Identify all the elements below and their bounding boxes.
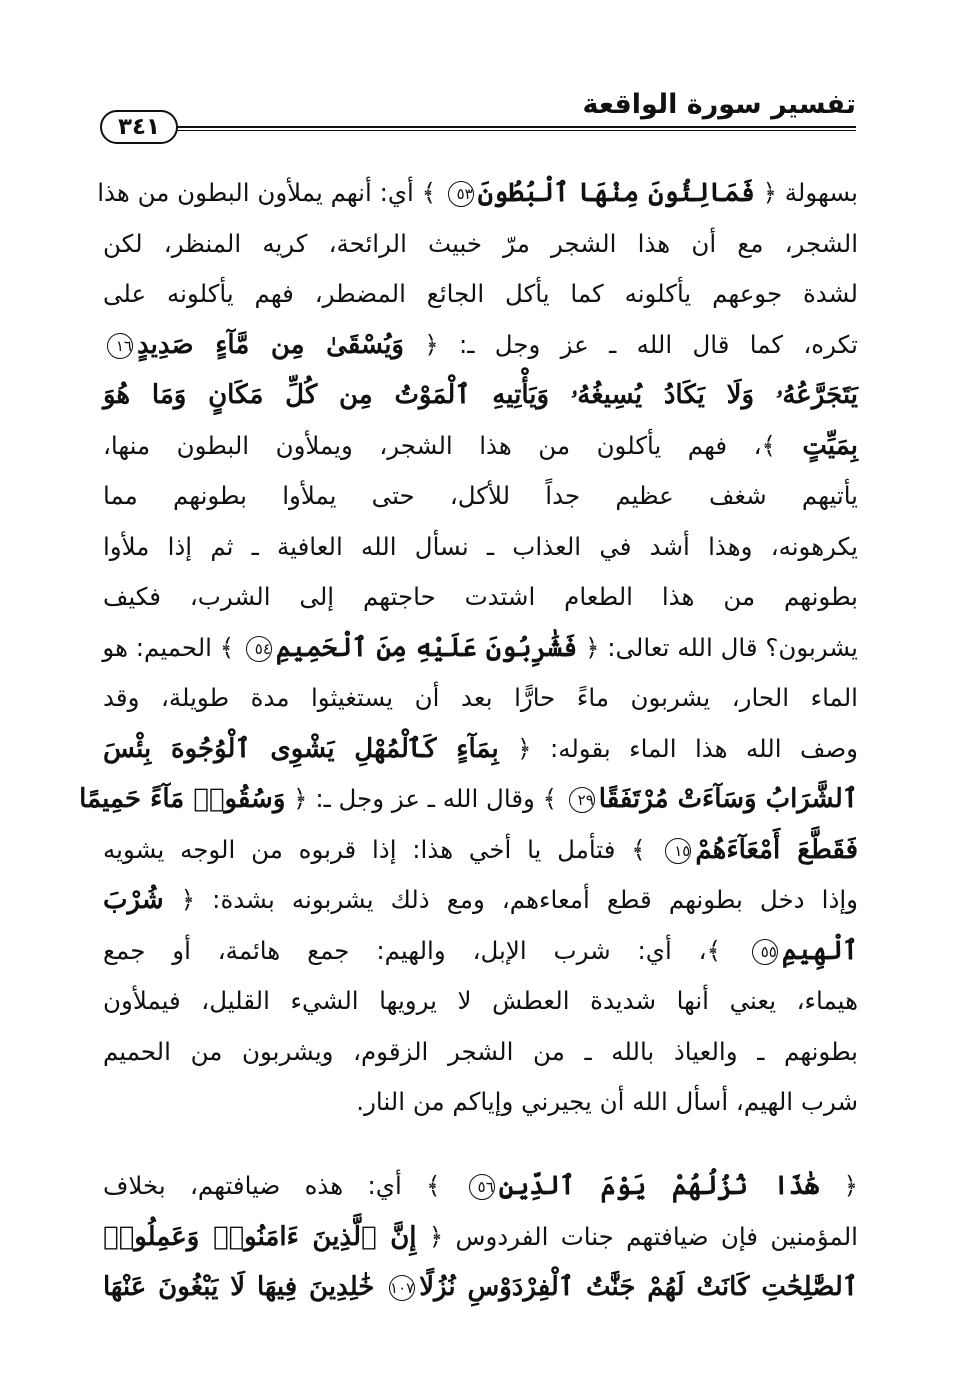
ayah-number-marker: ١٦ — [107, 333, 133, 359]
line-text: يشربون؟ قال الله تعالى: ﴿ — [577, 632, 858, 662]
text-line — [79, 774, 858, 825]
quran-verse-text: وَيُسْقَىٰ مِن مَّآءٍ صَدِيدٍ — [137, 329, 404, 360]
header-rule — [172, 126, 856, 131]
line-text: يكرهونه، وهذا أشد في العذاب ـ نسأل الله العافية ـ ثم إذا ملأوا — [103, 531, 858, 561]
text-line — [103, 926, 858, 977]
quran-verse-text: ٱلشَّرَابُ وَسَآءَتْ مُرْتَفَقًا — [598, 784, 858, 814]
line-text: الماء الحار، يشربون ماءً حارًّا بعد أن يستغيثوا مدة طويلة، وقد — [103, 683, 858, 712]
text-line — [103, 724, 858, 775]
text-line — [97, 168, 858, 219]
line-text: ﴾ أي: أنهم يملأون البطون من هذا — [97, 178, 444, 207]
text-line — [103, 370, 858, 421]
quran-verse-text: يَتَجَرَّعُهُۥ وَلَا يَكَادُ يُسِيغُهُۥ وَيَأْتِيهِ ٱلْمَوْتُ مِن كُلِّ مَكَانٍ وَمَا هُوَ — [103, 380, 858, 410]
page-number-frame — [100, 110, 178, 144]
line-text: يأتيهم شغف عظيم جداً للأكل، حتى يملأوا بطونهم مما — [103, 481, 858, 510]
text-line — [103, 1262, 858, 1313]
text-line — [103, 572, 858, 623]
text-line — [103, 825, 858, 876]
ayah-number-marker: ٥٣ — [448, 181, 474, 207]
text-line — [103, 976, 858, 1027]
line-text: ﴾ وقال الله ـ عز وجل ـ: ﴿ — [285, 784, 565, 813]
ayah-number-marker: ١٥ — [665, 838, 691, 864]
quran-verse-text: إِنَّ ٱلَّذِينَ ءَامَنُوا۟ وَعَمِلُوا۟ — [103, 1221, 417, 1252]
line-text: شرب الهيم، أسأل الله أن يجيرني وإياكم من النار. — [356, 1087, 858, 1116]
ayah-number-marker: ٢٩ — [569, 787, 595, 813]
line-text — [374, 1272, 385, 1301]
text-line — [103, 522, 858, 573]
paragraph — [103, 1161, 858, 1313]
page-header — [100, 88, 856, 140]
quran-verse-text: ٱلصَّٰلِحَٰتِ كَانَتْ لَهُمْ جَنَّٰتُ ٱلْفِرْدَوْسِ نُزُلًا — [419, 1272, 858, 1302]
text-line — [103, 471, 858, 522]
quran-verse-text: بِمَآءٍ كَٱلْمُهْلِ يَشْوِى ٱلْوُجُوهَ بِئْسَ — [103, 733, 499, 764]
text-line — [103, 875, 858, 926]
line-text: ﴾، فهم يأكلون من هذا الشجر، ويملأون البطون منها، — [103, 430, 803, 460]
line-text: بطونهم من هذا الطعام اشتدت حاجتهم إلى الشرب، فكيف — [103, 582, 858, 611]
page-number: ٣٤١ — [117, 114, 161, 140]
line-text: بسهولة ﴿ — [754, 178, 858, 207]
text-line — [103, 673, 858, 724]
paragraph — [79, 168, 859, 1128]
quran-verse-text: فَمَالِئُونَ مِنْهَا ٱلْبُطُونَ — [477, 178, 755, 208]
quran-verse-text: فَقَطَّعَ أَمْعَآءَهُمْ — [695, 834, 859, 865]
line-text: ﴾ فتأمل يا أخي هذا: إذا قربوه من الوجه يشويه — [103, 834, 662, 864]
text-line — [103, 1027, 858, 1078]
text-line — [103, 623, 858, 674]
running-title: تفسير سورة الواقعة — [582, 89, 856, 120]
line-text: الشجر، مع أن هذا الشجر مرّ خبيث الرائحة، كريه المنظر، لكن — [103, 228, 858, 258]
ayah-number-marker: ٥٥ — [752, 939, 778, 965]
quran-verse-text: بِمَيِّتٍ — [802, 430, 858, 461]
text-line — [103, 269, 858, 320]
text-line — [103, 1077, 858, 1128]
ayah-number-marker: ٥٤ — [246, 636, 272, 662]
quran-verse-text: وَسُقُوا۟ مَآءً حَمِيمًا — [79, 784, 286, 814]
line-text: وصف الله هذا الماء بقوله: ﴿ — [498, 733, 858, 763]
line-text: هيماء، يعني أنها شديدة العطش لا يرويها الشيء القليل، فيملأون — [103, 986, 858, 1015]
text-line — [103, 421, 858, 472]
line-text: بطونهم ـ والعياذ بالله ـ من الشجر الزقوم، ويشربون من الحميم — [103, 1036, 858, 1066]
text-line — [103, 1212, 858, 1263]
text-line — [103, 219, 858, 270]
line-text: ﴾ أي: هذه ضيافتهم، بخلاف — [103, 1171, 465, 1200]
quran-verse-text: خَٰلِدِينَ فِيهَا لَا يَبْغُونَ عَنْهَا — [103, 1272, 375, 1302]
quran-verse-text: شُرْبَ — [103, 885, 164, 915]
line-text: المؤمنين فإن ضيافتهم جنات الفردوس ﴿ — [416, 1221, 858, 1251]
line-text: ﴾، أي: شرب الإبل، والهيم: جمع هائمة، أو جمع — [103, 935, 748, 965]
line-text: ﴾ الحميم: هو — [102, 632, 242, 662]
quran-verse-text: فَشَٰرِبُونَ عَلَيْهِ مِنَ ٱلْحَمِيمِ — [275, 632, 578, 663]
line-text: تكره، كما قال الله ـ عز وجل ـ: ﴿ — [404, 329, 858, 359]
line-text: ﴿ — [819, 1171, 858, 1200]
quran-verse-text: ٱلْهِيمِ — [781, 935, 858, 966]
line-text: وإذا دخل بطونهم قطع أمعاءهم، ومع ذلك يشربونه بشدة: ﴿ — [163, 885, 858, 914]
quran-verse-text: هَٰذَا نُزُلُهُمْ يَوْمَ ٱلدِّينِ — [498, 1171, 820, 1201]
ayah-number-marker: ٥٦ — [469, 1174, 495, 1200]
text-line — [103, 320, 858, 371]
ayah-number-marker: ١٠٧ — [389, 1275, 415, 1301]
text-line — [103, 1161, 858, 1212]
line-text: لشدة جوعهم يأكلونه كما يأكل الجائع المضطر، فهم يأكلونه على — [103, 279, 858, 308]
